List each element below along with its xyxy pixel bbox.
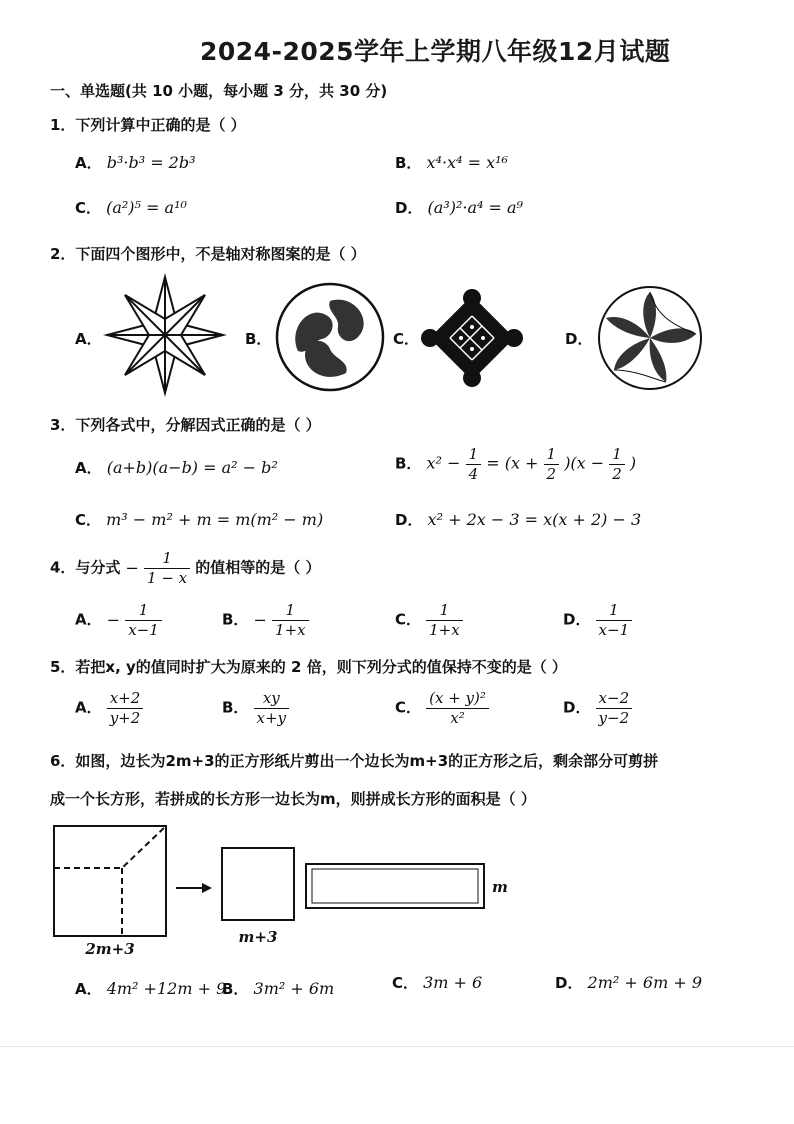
page-title: 2024-2025学年上学期八年级12月试题 [200, 37, 671, 66]
q2-figure-b-triskelion-icon[interactable] [274, 281, 386, 393]
q5-option-b-label: B． [222, 698, 249, 717]
q2-figure-d-flower-icon[interactable] [596, 284, 704, 392]
q5-option-d-label: D． [563, 698, 591, 717]
q4-option-c[interactable] [395, 602, 463, 638]
q5-d-num: x−2 [596, 690, 633, 709]
q4-stem-minus: − [125, 558, 139, 578]
q4-option-d-label: D． [563, 610, 591, 629]
q5-option-c[interactable] [395, 690, 489, 726]
arrow-right-icon [202, 883, 212, 893]
q1-option-c-text: (a²)⁵ = a¹⁰ [106, 198, 187, 217]
section-header: 一、单选题(共 10 小题，每小题 3 分，共 30 分) [50, 82, 388, 100]
q4-option-b-label: B． [222, 610, 249, 629]
question-5-stem: 5．若把x, y的值同时扩大为原来的 2 倍，则下列分式的值保持不变的是（ ） [50, 658, 567, 676]
q4-c-den: 1+x [429, 620, 460, 639]
q1-option-d-label: D． [395, 199, 423, 217]
q5-option-b-fraction [254, 690, 290, 726]
q4-a-num: 1 [125, 602, 162, 621]
q1-option-a-text: b³·b³ = 2b³ [106, 153, 196, 172]
q4-option-b[interactable] [222, 602, 309, 638]
q3-b-frac3-den: 2 [612, 464, 622, 483]
q5-d-den: y−2 [598, 708, 630, 727]
question-4-stem [50, 550, 320, 586]
q4-option-a-label: A． [75, 610, 102, 629]
q3-option-d-text: x² + 2x − 3 = x(x + 2) − 3 [427, 510, 642, 529]
q5-c-num: (x + y)² [426, 690, 489, 709]
q3-option-b-pre: x² − [426, 453, 461, 473]
q6-small-square [222, 848, 294, 920]
q1-option-b-label: B． [395, 154, 422, 172]
q6-option-a-text: 4m² +12m + 9 [106, 979, 227, 998]
q3-option-b-fraction-1 [466, 446, 482, 482]
q4-option-c-label: C． [395, 610, 422, 629]
q3-b-frac3-num: 1 [609, 446, 625, 465]
q5-a-num: x+2 [107, 690, 144, 709]
q3-option-b-mid1: = (x + [486, 453, 539, 473]
q2-figure-c-chinese-knot-icon[interactable] [420, 288, 524, 388]
q5-option-a-fraction [107, 690, 144, 726]
q4-stem-num: 1 [144, 550, 190, 569]
q4-option-b-minus: − [253, 610, 267, 630]
q6-option-b-label: B． [222, 980, 249, 998]
q3-b-frac2-num: 1 [544, 446, 560, 465]
q3-option-b-fraction-2 [544, 446, 560, 482]
q3-option-b[interactable] [395, 446, 636, 482]
q6-label-big-side: 2m+3 [85, 940, 135, 958]
q6-option-c[interactable] [392, 972, 482, 993]
q4-stem-fraction [144, 550, 190, 586]
q4-option-b-fraction [272, 602, 309, 638]
q3-b-frac1-den: 4 [468, 464, 479, 483]
q5-b-den: x+y [256, 708, 287, 727]
q6-long-rectangle [306, 864, 484, 908]
q1-option-a[interactable] [75, 152, 196, 173]
question-3-stem: 3．下列各式中，分解因式正确的是（ ） [50, 416, 321, 434]
q5-option-d[interactable] [563, 690, 632, 726]
q3-b-frac1-num: 1 [466, 446, 482, 465]
q3-option-c[interactable] [75, 509, 323, 530]
q6-option-d[interactable] [555, 972, 702, 993]
q3-option-c-label: C． [75, 511, 102, 529]
q4-b-den: 1+x [275, 620, 306, 639]
q6-option-c-label: C． [392, 974, 419, 992]
q1-option-d-text: (a³)²·a⁴ = a⁹ [427, 198, 523, 217]
q3-option-a-label: A． [75, 459, 102, 477]
q6-option-c-text: 3m + 6 [423, 973, 483, 992]
q1-option-d[interactable] [395, 197, 523, 218]
q4-a-den: x−1 [128, 620, 159, 639]
q6-option-d-text: 2m² + 6m + 9 [587, 973, 702, 992]
q4-stem-post: 的值相等的是（ ） [195, 558, 321, 577]
q4-c-num: 1 [426, 602, 463, 621]
q2-option-c-label[interactable]: C． [393, 330, 420, 348]
q5-option-d-fraction [596, 690, 633, 726]
q3-option-a-text: (a+b)(a−b) = a² − b² [106, 458, 278, 477]
q2-option-d-label[interactable]: D． [565, 330, 593, 348]
q6-option-d-label: D． [555, 974, 583, 992]
q5-option-c-fraction [426, 690, 489, 726]
q4-option-a[interactable] [75, 602, 162, 638]
q1-option-c-label: C． [75, 199, 102, 217]
q3-option-b-label: B． [395, 454, 422, 473]
q3-option-b-end: ) [629, 453, 637, 473]
q4-option-d[interactable] [563, 602, 632, 638]
q2-option-b-label[interactable]: B． [245, 330, 272, 348]
q6-label-small-side: m+3 [238, 928, 278, 946]
q1-option-a-label: A． [75, 154, 102, 172]
q4-option-d-fraction [596, 602, 633, 638]
q3-option-d[interactable] [395, 509, 641, 530]
q1-option-b[interactable] [395, 152, 508, 173]
q3-option-d-label: D． [395, 511, 423, 529]
q3-b-frac2-den: 2 [546, 464, 557, 483]
q1-option-b-text: x⁴·x⁴ = x¹⁶ [426, 153, 508, 172]
q4-d-den: x−1 [598, 620, 630, 639]
q3-option-c-text: m³ − m² + m = m(m² − m) [106, 510, 324, 529]
question-1-stem: 1．下列计算中正确的是（ ） [50, 116, 246, 134]
q6-label-rect-side: m [492, 878, 508, 896]
q1-option-c[interactable] [75, 197, 187, 218]
q4-stem-pre: 4．与分式 [50, 558, 121, 577]
q2-figure-a-star-icon[interactable] [103, 273, 227, 397]
q6-option-a[interactable] [75, 978, 226, 999]
q3-option-b-mid2: )(x − [564, 453, 605, 473]
q4-d-num: 1 [596, 602, 633, 621]
q5-option-a-label: A． [75, 698, 102, 717]
q4-option-c-fraction [426, 602, 463, 638]
q5-a-den: y+2 [109, 708, 141, 727]
q4-stem-den: 1 − x [147, 568, 188, 587]
question-6-stem-line-1: 6．如图，边长为2m+3的正方形纸片剪出一个边长为m+3的正方形之后，剩余部分可剪拼 [50, 752, 659, 770]
question-6-stem-line-2: 成一个长方形，若拼成的长方形一边长为m，则拼成长方形的面积是（ ） [50, 790, 536, 808]
q6-option-b-text: 3m² + 6m [253, 979, 335, 998]
q5-option-a[interactable] [75, 690, 143, 726]
q6-figure [50, 822, 520, 960]
q4-option-a-minus: − [106, 610, 121, 630]
question-2-stem: 2．下面四个图形中，不是轴对称图案的是（ ） [50, 245, 366, 263]
q4-b-num: 1 [272, 602, 309, 621]
q5-option-b[interactable] [222, 690, 289, 726]
q5-b-num: xy [254, 690, 290, 709]
q2-option-a-label[interactable]: A． [75, 330, 102, 348]
q3-option-a[interactable] [75, 457, 278, 478]
q5-option-c-label: C． [395, 698, 422, 717]
q3-option-b-fraction-3 [609, 446, 625, 482]
q4-option-a-fraction [125, 602, 162, 638]
page-bottom-margin [0, 1046, 794, 1124]
q6-option-b[interactable] [222, 978, 334, 999]
q5-c-den: x² [450, 708, 465, 727]
q6-option-a-label: A． [75, 980, 102, 998]
